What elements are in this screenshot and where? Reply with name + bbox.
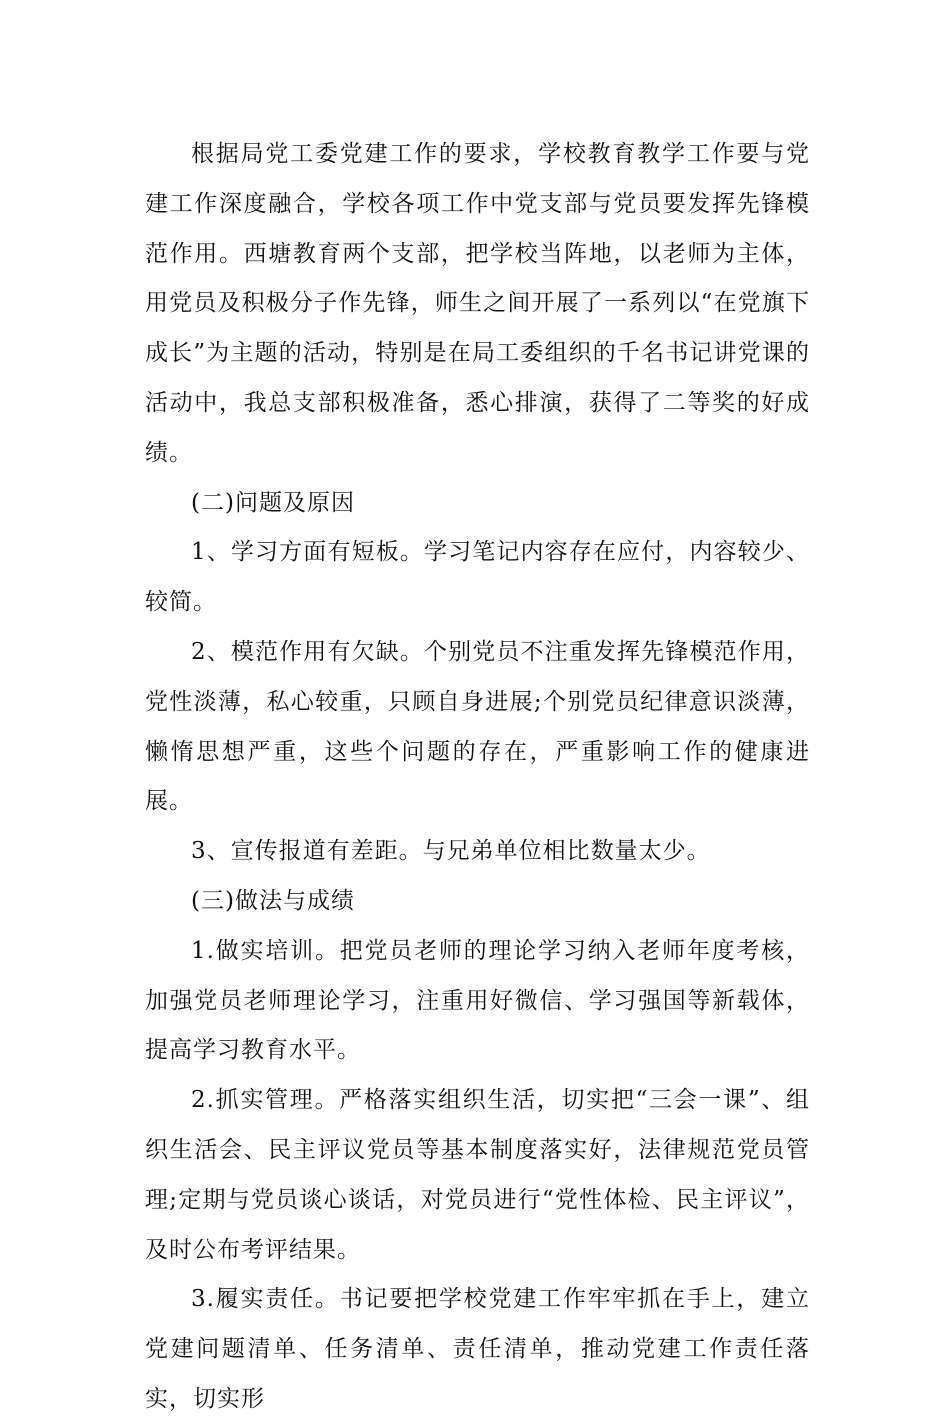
document-body [145,130,810,1425]
paragraph-practice-training: 1.做实培训。把党员老师的理论学习纳入老师年度考核，加强党员老师理论学习，注重用好微信、学习强国等新载体，提高学习教育水平。 [145,937,810,1064]
paragraph-party-integration: 根据局党工委党建工作的要求，学校教育教学工作要与党建工作深度融合，学校各项工作中党支部与党员要发挥先锋模范作用。西塘教育两个支部，把学校当阵地，以老师为主体，用党员及积极分子作先锋，师生之间开展了一系列以“在党旗下成长”为主题的活动，特别是在局工委组织的千名书记讲党课的活动中，我总支部积极准备，悉心排演，获得了二等奖的好成绩。 [145,141,810,466]
paragraph-problem-study: 1、学习方面有短板。学习笔记内容存在应付，内容较少、较简。 [145,539,810,616]
section-heading-practices: (三)做法与成绩 [191,887,355,914]
section-heading-problems: (二)问题及原因 [191,489,355,516]
paragraph-practice-management: 2.抓实管理。严格落实组织生活，切实把“三会一课”、组织生活会、民主评议党员等基本制度落实好，法律规范党员管理;定期与党员谈心谈话，对党员进行“党性体检、民主评议”，及时公布考评结果。 [145,1087,810,1263]
paragraph-practice-responsibility: 3.履实责任。书记要把学校党建工作牢牢抓在手上，建立党建问题清单、任务清单、责任清单，推动党建工作责任落实，切实形 [145,1286,810,1412]
paragraph-problem-role-model: 2、模范作用有欠缺。个别党员不注重发挥先锋模范作用，党性淡薄，私心较重，只顾自身进展;个别党员纪律意识淡薄，懒惰思想严重，这些个问题的存在，严重影响工作的健康进展。 [145,638,810,815]
paragraph-problem-publicity: 3、宣传报道有差距。与兄弟单位相比数量太少。 [191,838,711,865]
